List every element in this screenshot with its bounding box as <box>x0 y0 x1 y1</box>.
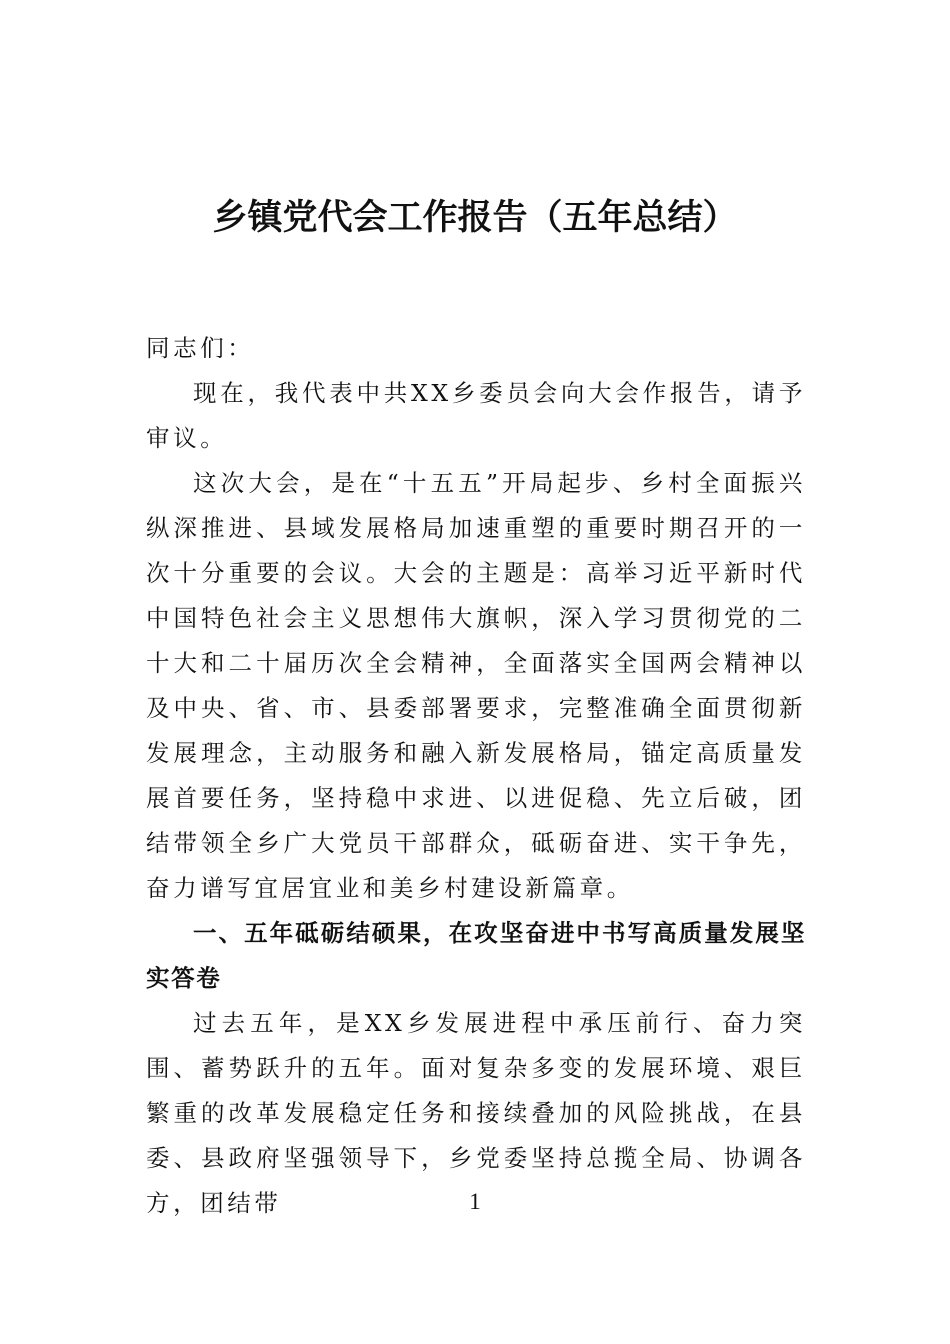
document-body <box>146 326 806 1226</box>
theme-paragraph: 这次大会，是在“十五五”开局起步、乡村全面振兴纵深推进、县域发展格局加速重塑的重要时期召开的一次十分重要的会议。大会的主题是：高举习近平新时代中国特色社会主义思想伟大旗帜，深入学习贯彻党的二十大和二十届历次全会精神，全面落实全国两会精神以及中央、省、市、县委部署要求，完整准确全面贯彻新发展理念，主动服务和融入新发展格局，锚定高质量发展首要任务，坚持稳中求进、以进促稳、先立后破，团结带领全乡广大党员干部群众，砥砺奋进、实干争先，奋力谱写宜居宜业和美乡村建设新篇章。 <box>146 469 806 902</box>
review-paragraph: 过去五年，是XX乡发展进程中承压前行、奋力突围、蓄势跃升的五年。面对复杂多变的发展环境、艰巨繁重的改革发展稳定任务和接续叠加的风险挑战，在县委、县政府坚强领导下，乡党委坚持总揽全局、协调各方，团结带 <box>146 1009 806 1217</box>
salutation-paragraph: 同志们： <box>146 334 255 362</box>
page-number: 1 <box>469 1189 481 1214</box>
section-heading: 一、五年砥砺结硕果，在攻坚奋进中书写高质量发展坚实答卷 <box>146 919 806 992</box>
opening-paragraph: 现在，我代表中共XX乡委员会向大会作报告，请予审议。 <box>146 379 806 452</box>
document-title: 乡镇党代会工作报告（五年总结） <box>212 197 738 238</box>
